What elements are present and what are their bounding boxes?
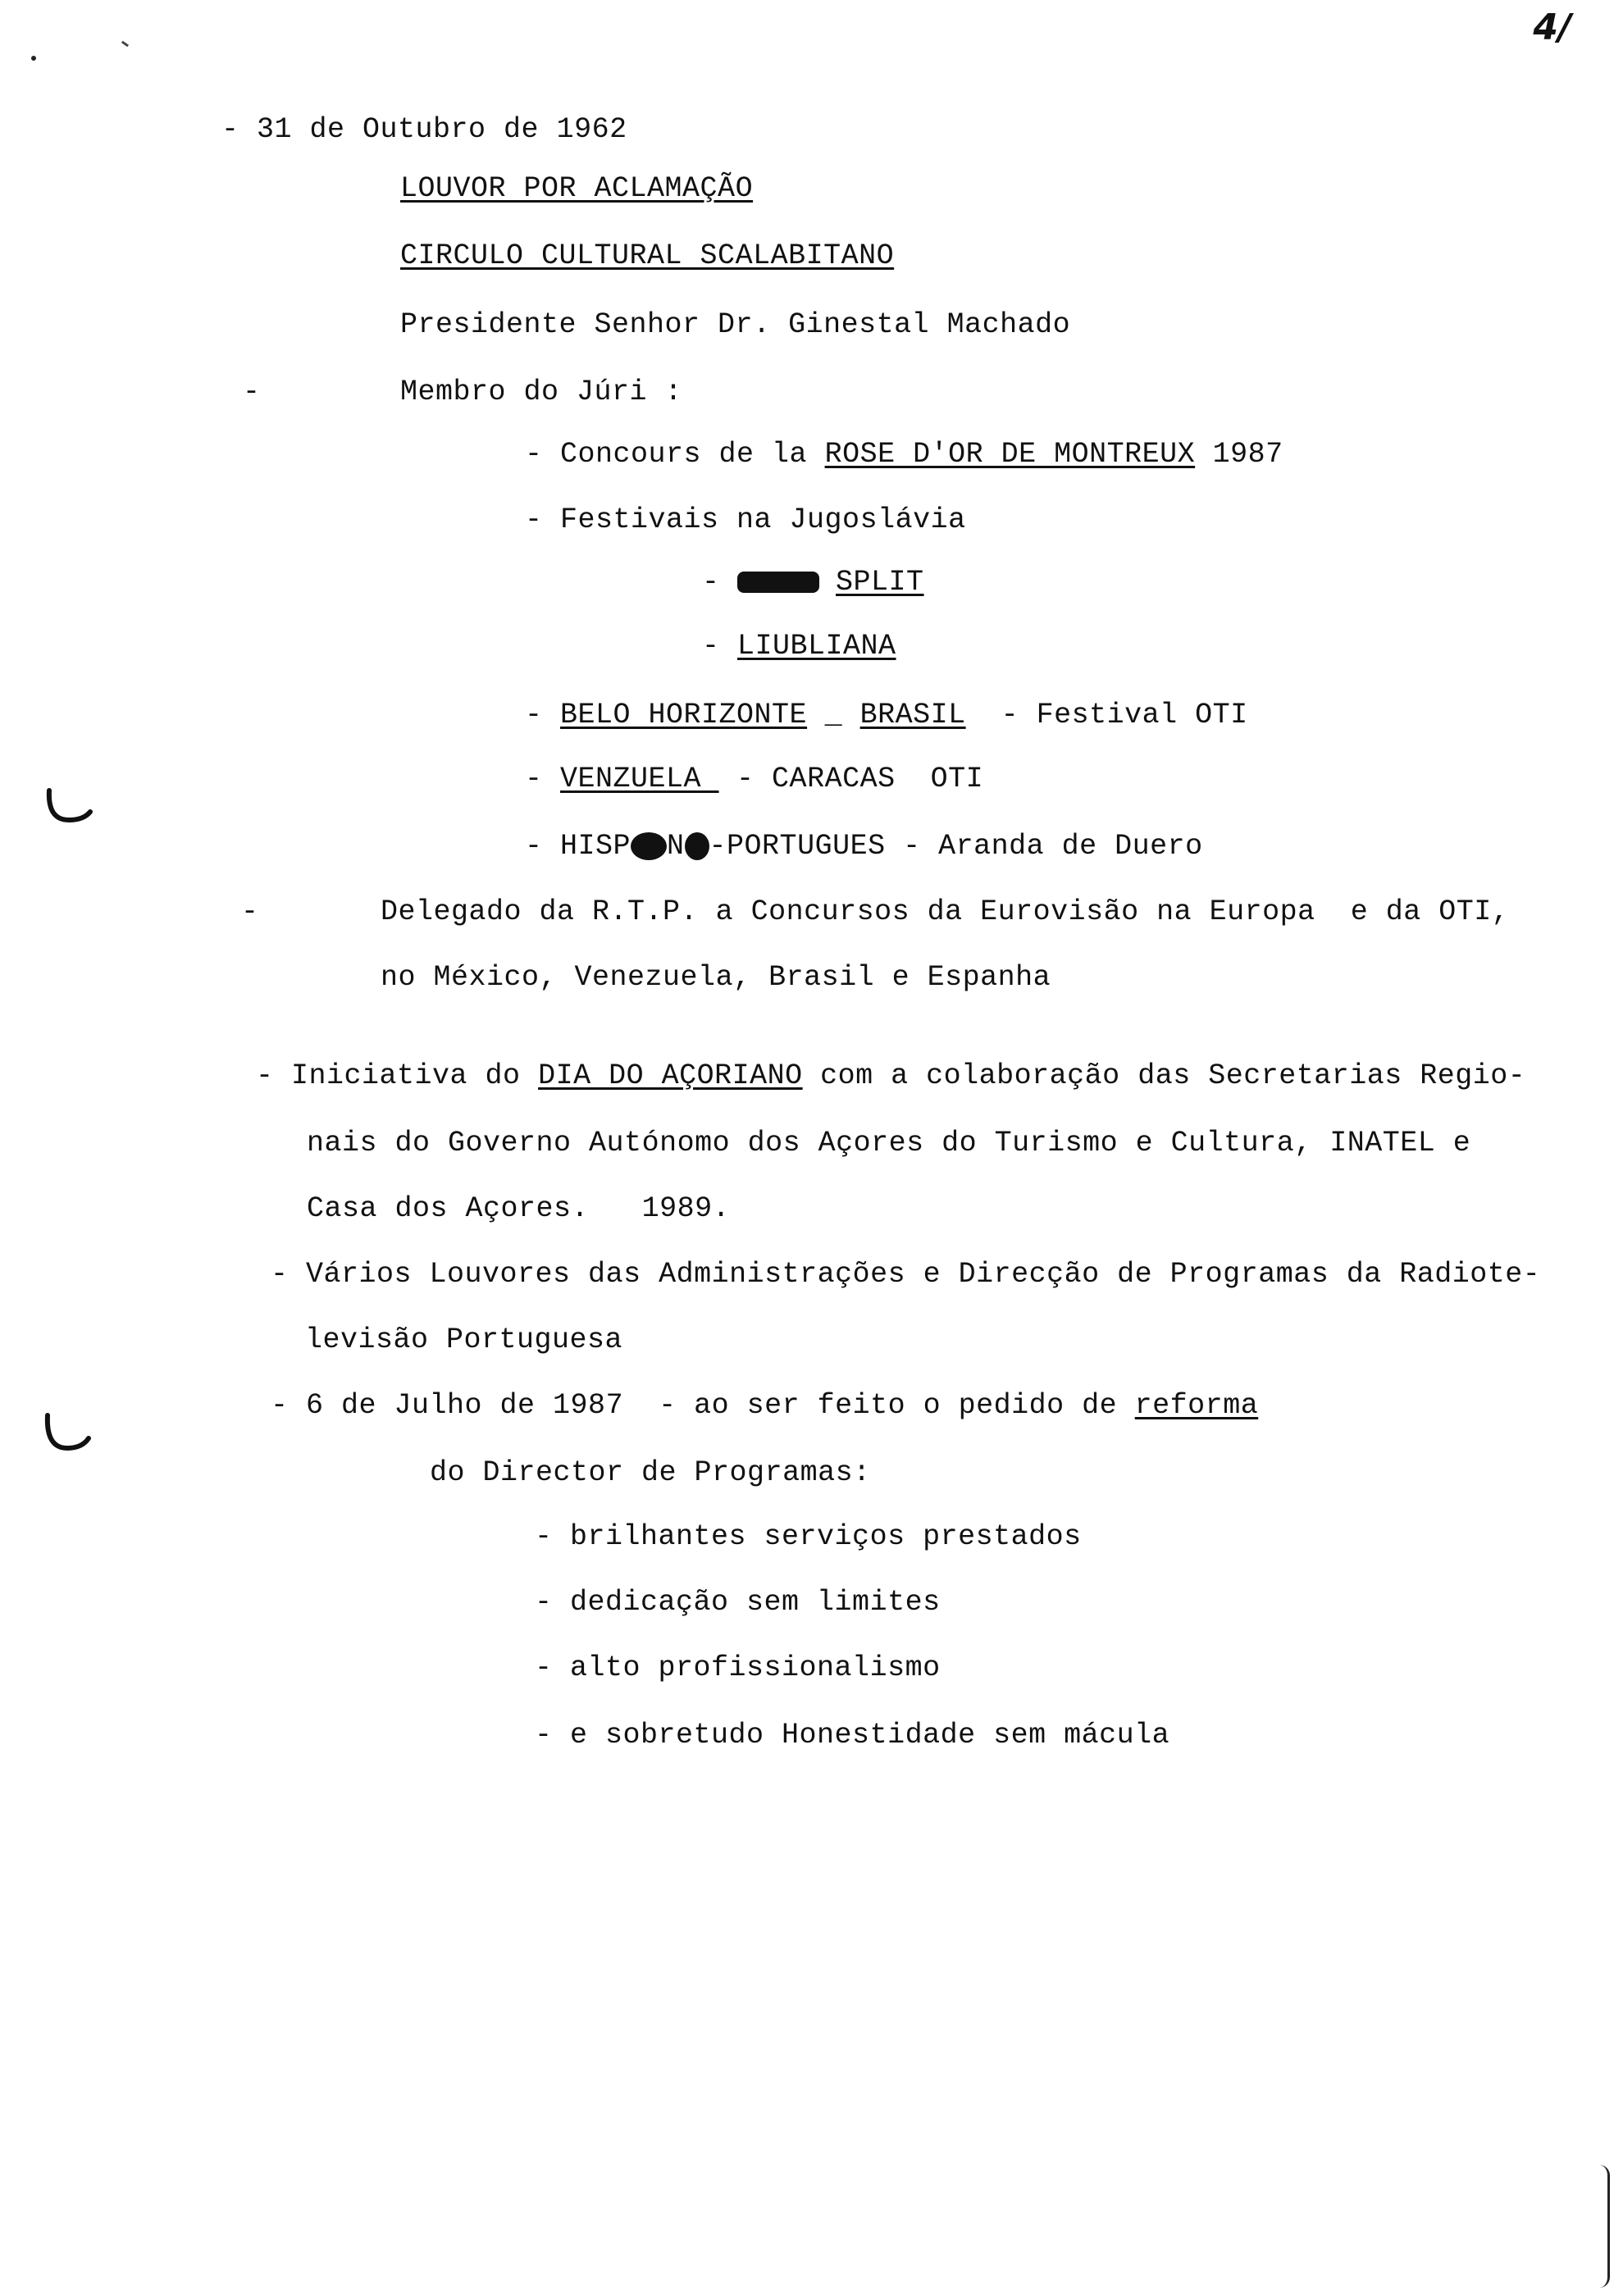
jury-item-montreux bbox=[525, 436, 1283, 472]
president-line: Presidente Senhor Dr. Ginestal Machado bbox=[400, 308, 1071, 341]
reform-item: - dedicação sem limites bbox=[535, 1586, 941, 1619]
azorean-name: DIA DO AÇORIANO bbox=[538, 1059, 803, 1092]
hispano-a: - HISP bbox=[525, 830, 631, 863]
reform-item: - brilhantes serviços prestados bbox=[535, 1520, 1082, 1553]
ljubljana-name: LIUBLIANA bbox=[737, 630, 896, 663]
jury-item-yugoslavia: - Festivais na Jugoslávia bbox=[525, 503, 966, 536]
belo-dash: - bbox=[525, 699, 561, 731]
title-heading: LOUVOR POR ACLAMAÇÃO bbox=[400, 172, 754, 205]
venez-dash: - bbox=[525, 763, 561, 795]
reform-word: reforma bbox=[1134, 1389, 1259, 1422]
venez-country: VENZUELA bbox=[560, 763, 719, 795]
jury-dash: - bbox=[243, 376, 261, 408]
reform-item: - alto profissionalismo bbox=[535, 1651, 941, 1684]
yugo-city-split bbox=[702, 564, 924, 600]
montreux-year: 1987 bbox=[1195, 438, 1283, 471]
azorean-line-2: nais do Governo Autónomo dos Açores do Turismo e Cultura, INATEL e bbox=[307, 1127, 1471, 1159]
belo-country: BRASIL bbox=[859, 699, 966, 731]
hispano-c: -PORTUGUES - Aranda de Duero bbox=[709, 830, 1203, 863]
date-line: - 31 de Outubro de 1962 bbox=[221, 113, 627, 146]
reform-prefix: - 6 de Julho de 1987 - ao ser feito o pedido de bbox=[271, 1389, 1135, 1422]
split-name: SPLIT bbox=[836, 566, 924, 599]
organization-name: CIRCULO CULTURAL SCALABITANO bbox=[400, 239, 895, 272]
louvores-line-2: levisão Portuguesa bbox=[305, 1323, 623, 1356]
montreux-prefix: - Concours de la bbox=[525, 438, 825, 471]
belo-suffix: - Festival OTI bbox=[965, 699, 1248, 731]
reform-line-1 bbox=[271, 1387, 1258, 1424]
jury-item-hispano bbox=[525, 828, 1203, 864]
azorean-suffix: com a colaboração das Secretarias Regio- bbox=[802, 1059, 1526, 1092]
belo-sep: _ bbox=[807, 699, 860, 731]
reform-line-2: do Director de Programas: bbox=[430, 1456, 871, 1489]
delegate-dash: - bbox=[241, 895, 259, 928]
jury-label: Membro do Júri : bbox=[400, 376, 683, 408]
stray-dot bbox=[31, 56, 36, 61]
split-dash: - bbox=[702, 566, 720, 599]
montreux-name: ROSE D'OR DE MONTREUX bbox=[824, 438, 1196, 471]
azorean-prefix: - Iniciativa do bbox=[256, 1059, 539, 1092]
ljubljana-dash: - bbox=[702, 630, 738, 663]
ink-blot bbox=[631, 832, 667, 860]
jury-item-belo-horizonte bbox=[525, 697, 1248, 733]
hispano-b: N bbox=[667, 830, 685, 863]
page-edge-mark bbox=[1599, 2165, 1610, 2288]
stray-tick bbox=[121, 41, 129, 48]
punch-hole-mark-bottom bbox=[41, 1412, 92, 1455]
louvores-line-1: - Vários Louvores das Administrações e Direcção de Programas da Radiote- bbox=[271, 1258, 1541, 1291]
yugo-city-ljubljana bbox=[702, 628, 896, 664]
reform-item: - e sobretudo Honestidade sem mácula bbox=[535, 1719, 1170, 1752]
delegate-line-1: Delegado da R.T.P. a Concursos da Eurovisão na Europa e da OTI, bbox=[381, 895, 1510, 928]
azorean-line-3: Casa dos Açores. 1989. bbox=[307, 1192, 731, 1225]
punch-hole-mark-top bbox=[44, 787, 93, 828]
azorean-line-1 bbox=[256, 1058, 1525, 1094]
page-number: 4/ bbox=[1533, 7, 1571, 48]
ink-blot-2 bbox=[685, 832, 709, 860]
belo-city: BELO HORIZONTE bbox=[560, 699, 808, 731]
delegate-line-2: no México, Venezuela, Brasil e Espanha bbox=[381, 961, 1051, 994]
ink-smudge bbox=[737, 572, 819, 593]
venez-suffix: - CARACAS OTI bbox=[718, 763, 984, 795]
jury-item-venezuela bbox=[525, 761, 983, 797]
